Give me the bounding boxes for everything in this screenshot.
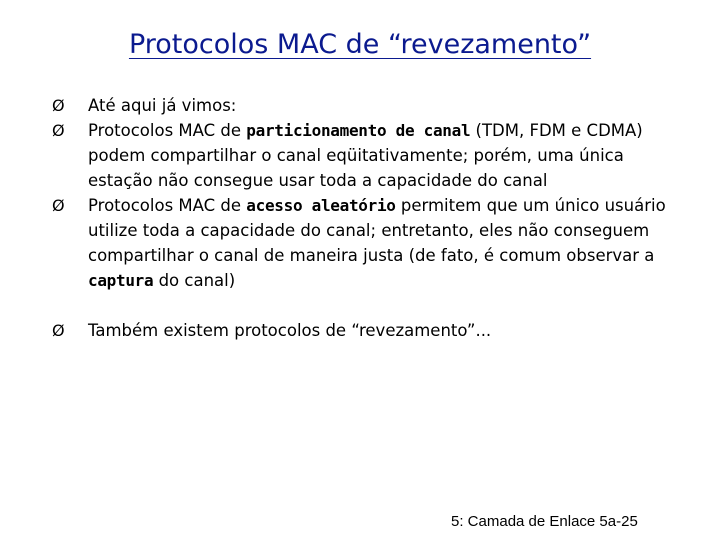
bullet-text: Protocolos MAC de (88, 196, 247, 215)
arrow-bullet-icon: Ø (52, 96, 65, 115)
arrow-bullet-icon: Ø (52, 321, 65, 340)
bullet-item (52, 93, 692, 118)
bullet-item (52, 193, 692, 293)
bullet-text: (TDM, FDM e CDMA) podem compartilhar o canal eqüitativamente; porém, uma única estação não consegue usar toda a capacidade do canal (88, 121, 643, 190)
bullet-text: Até aqui já vimos: (88, 96, 237, 115)
slide-title: Protocolos MAC de “revezamento” (128, 29, 592, 60)
bullet-term: captura (88, 271, 154, 290)
bullet-text: Protocolos MAC de (88, 121, 247, 140)
bullet-text: do canal) (153, 271, 236, 290)
bullet-list (52, 93, 692, 343)
arrow-bullet-icon: Ø (52, 196, 65, 215)
bullet-text: permitem que um único usuário utilize toda a capacidade do canal; entretanto, eles não conseguem compartilhar o canal de maneira justa (de fato, é comum observar a (88, 196, 666, 265)
bullet-term: particionamento de canal (246, 121, 471, 140)
slide-footer: 5: Camada de Enlace 5a-25 (451, 513, 638, 530)
bullet-term: acesso aleatório (246, 196, 396, 215)
bullet-item (52, 318, 692, 343)
bullet-item (52, 118, 692, 193)
arrow-bullet-icon: Ø (52, 121, 65, 140)
bullet-text: Também existem protocolos de “revezamento”... (88, 321, 492, 340)
